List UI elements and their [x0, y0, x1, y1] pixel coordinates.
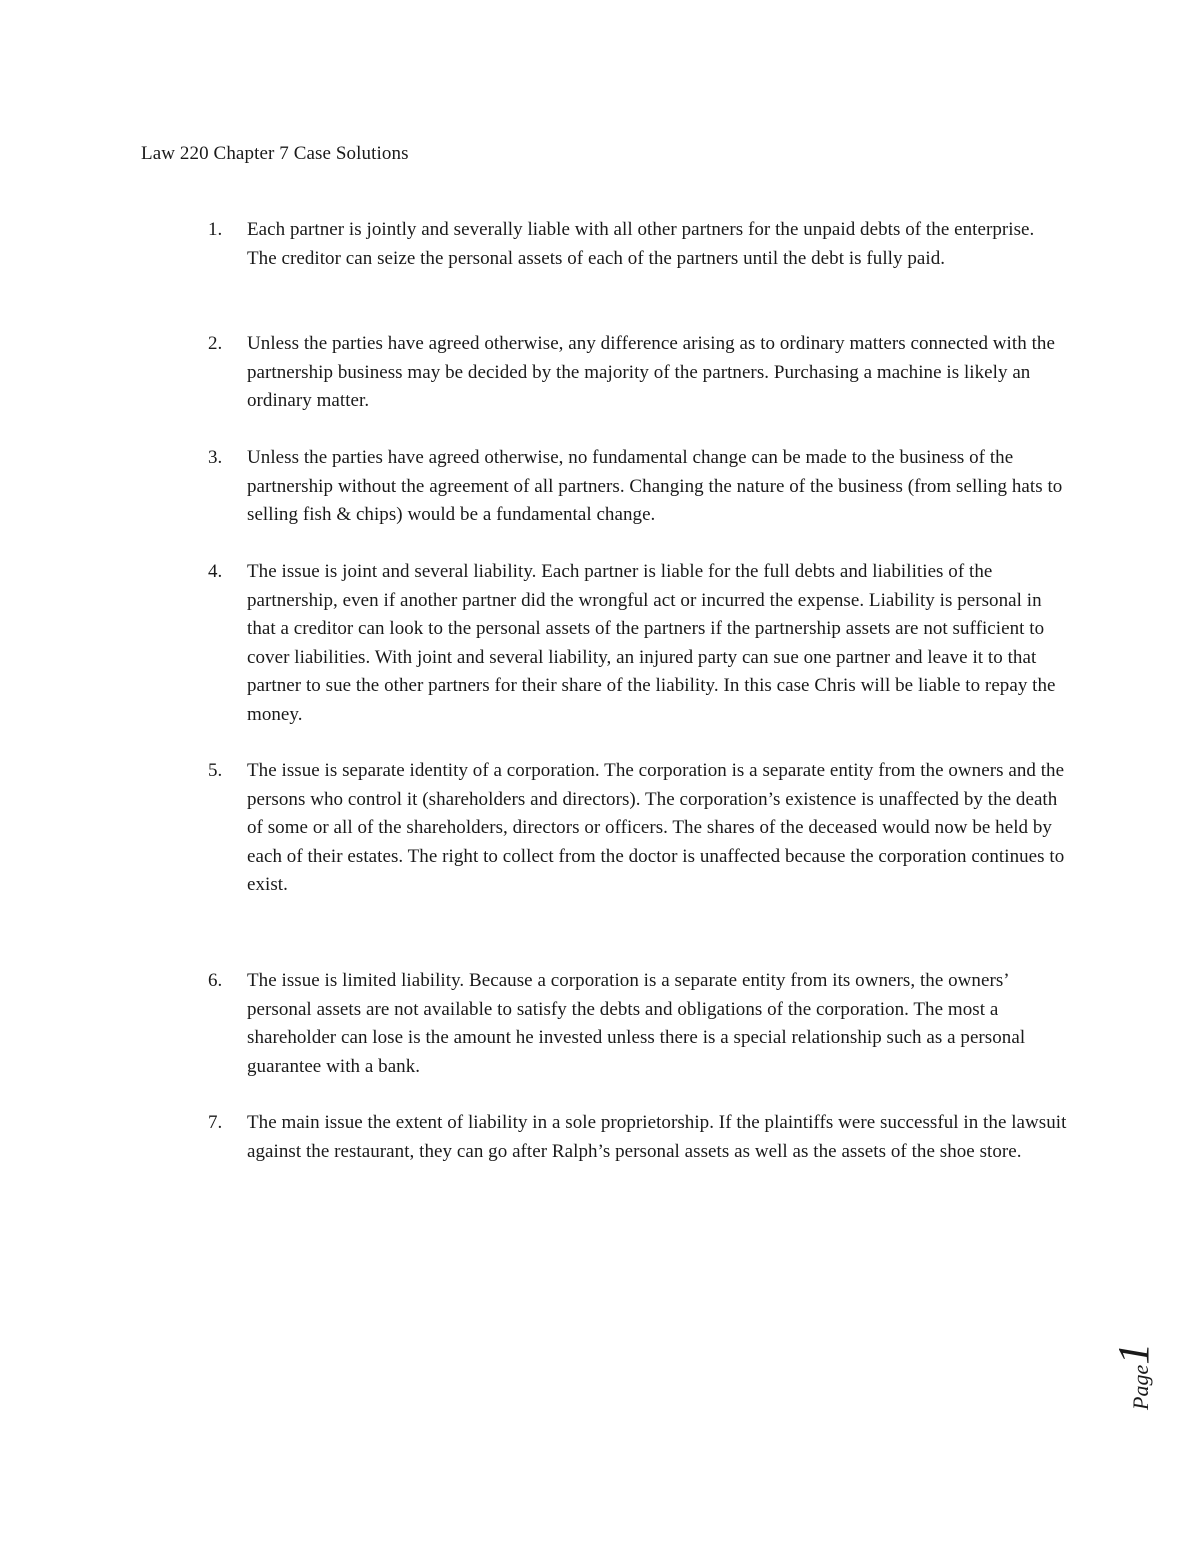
answer-text: The issue is limited liability. Because a corporation is a separate entity from its owners, the owners’ personal assets are not available to satisfy the debts and obligations of the corporation. The most a shareholder can lose is the amount he invested unless there is a special relationship such as a personal guarantee with a bank. [247, 970, 1026, 1077]
answer-item-3 [208, 444, 1068, 530]
answer-text: Each partner is jointly and severally liable with all other partners for the unpaid debts of the enterprise. The creditor can seize the personal assets of each of the partners until the debt is fully paid. [247, 219, 1035, 269]
answer-item-1 [208, 216, 1068, 273]
answer-number: 7. [208, 1112, 223, 1133]
answer-item-4 [208, 558, 1068, 729]
answer-item-5 [208, 757, 1068, 900]
answer-number: 6. [208, 970, 223, 991]
document-title: Law 220 Chapter 7 Case Solutions [141, 143, 409, 164]
answer-text: The issue is separate identity of a corporation. The corporation is a separate entity from the owners and the persons who control it (shareholders and directors). The corporation’s existence is unaffected by the death of some or all of the shareholders, directors or officers. The shares of the deceased would now be held by each of their estates. The right to collect from the doctor is unaffected because the corporation continues to exist. [247, 760, 1065, 895]
page-footer [1109, 1320, 1162, 1410]
answer-text: Unless the parties have agreed otherwise, no fundamental change can be made to the business of the partnership without the agreement of all partners. Changing the nature of the business (from selling hats to selling fish & chips) would be a fundamental change. [247, 447, 1063, 525]
page-number: 1 [1109, 1342, 1158, 1365]
answer-item-2 [208, 330, 1068, 416]
answer-number: 1. [208, 219, 223, 240]
answer-number: 4. [208, 561, 223, 582]
answer-item-6 [208, 967, 1068, 1081]
page-label: Page [1128, 1364, 1153, 1410]
answer-number: 5. [208, 760, 223, 781]
answer-text: The issue is joint and several liability. Each partner is liable for the full debts and liabilities of the partnership, even if another partner did the wrongful act or incurred the expense. Liability is personal in that a creditor can look to the personal assets of the partners if the partnership assets are not sufficient to cover liabilities. With joint and several liability, an injured party can sue one partner and leave it to that partner to sue the other partners for their share of the liability. In this case Chris will be liable to repay the money. [247, 561, 1056, 725]
answer-number: 3. [208, 447, 223, 468]
answer-text: The main issue the extent of liability in a sole proprietorship. If the plaintiffs were successful in the lawsuit against the restaurant, they can go after Ralph’s personal assets as well as the assets of the shoe store. [247, 1112, 1067, 1162]
answer-text: Unless the parties have agreed otherwise, any difference arising as to ordinary matters connected with the partnership business may be decided by the majority of the partners. Purchasing a machine is likely an ordinary matter. [247, 333, 1055, 411]
answer-number: 2. [208, 333, 223, 354]
answer-item-7 [208, 1109, 1068, 1166]
